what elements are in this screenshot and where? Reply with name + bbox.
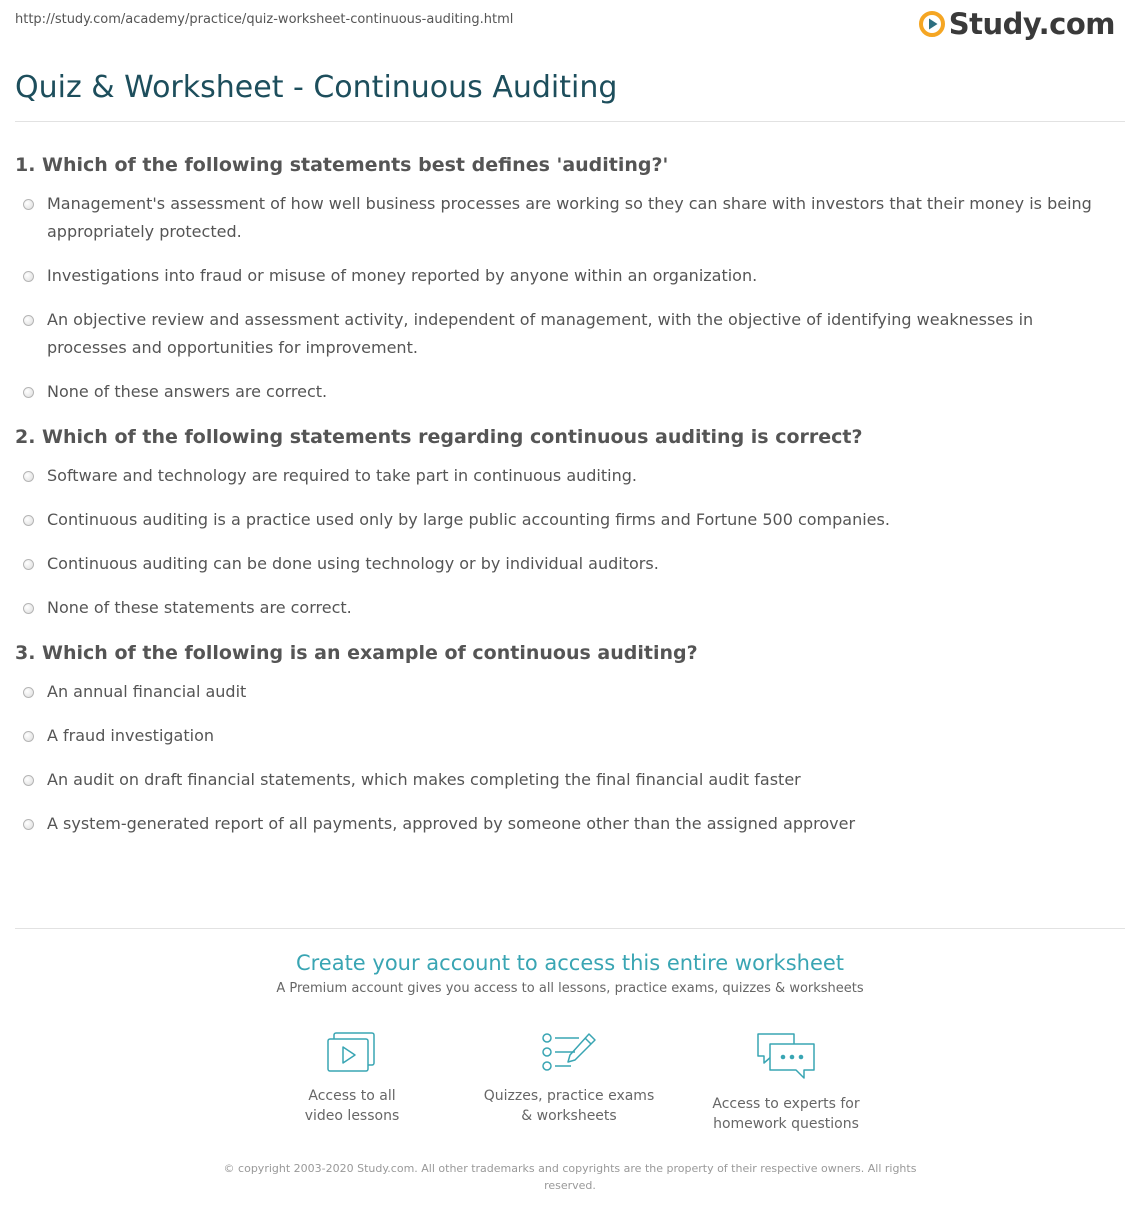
feature-experts xyxy=(686,1030,886,1134)
feature-label: Quizzes, practice exams & worksheets xyxy=(483,1088,655,1124)
cta-divider xyxy=(15,928,1125,929)
cta-link[interactable]: Create your account to access this entire worksheet xyxy=(295,951,845,975)
title-divider xyxy=(15,121,1125,122)
answer-text: Continuous auditing can be done using technology or by individual auditors. xyxy=(47,554,659,573)
quiz-checklist-icon xyxy=(541,1030,597,1076)
answer-text: An audit on draft financial statements, which makes completing the final financial audit faster xyxy=(47,770,801,789)
answer-text: Management's assessment of how well business processes are working so they can share with investors that their money is being appropriately protected. xyxy=(47,194,1092,241)
radio-icon[interactable] xyxy=(23,471,34,482)
radio-icon[interactable] xyxy=(23,687,34,698)
answer-option[interactable] xyxy=(15,810,1095,838)
radio-icon[interactable] xyxy=(23,819,34,830)
answer-option[interactable] xyxy=(15,766,1095,794)
answer-text: Investigations into fraud or misuse of money reported by anyone within an organization. xyxy=(47,266,758,285)
radio-icon[interactable] xyxy=(23,315,34,326)
answer-option[interactable] xyxy=(15,378,1095,406)
question-2 xyxy=(15,422,1095,622)
study-logo[interactable] xyxy=(919,7,1115,41)
feature-quizzes xyxy=(469,1030,669,1126)
question-3 xyxy=(15,638,1095,838)
top-bar xyxy=(0,0,1140,52)
page-title: Quiz & Worksheet - Continuous Auditing xyxy=(15,70,618,105)
radio-icon[interactable] xyxy=(23,271,34,282)
answer-text: An objective review and assessment activity, independent of management, with the objective of identifying weaknesses in processes and opportunities for improvement. xyxy=(47,310,1034,357)
answer-text: A system-generated report of all payments, approved by someone other than the assigned approver xyxy=(47,814,856,833)
answer-text: Software and technology are required to take part in continuous auditing. xyxy=(47,466,637,485)
question-text: 3. Which of the following is an example of continuous auditing? xyxy=(15,642,698,664)
answer-option[interactable] xyxy=(15,722,1095,750)
feature-label: Access to all video lessons xyxy=(304,1088,400,1124)
radio-icon[interactable] xyxy=(23,603,34,614)
question-text: 1. Which of the following statements best defines 'auditing?' xyxy=(15,154,669,176)
answer-option[interactable] xyxy=(15,550,1095,578)
page-url: http://study.com/academy/practice/quiz-worksheet-continuous-auditing.html xyxy=(15,12,514,27)
answer-option[interactable] xyxy=(15,678,1095,706)
radio-icon[interactable] xyxy=(23,775,34,786)
quiz-questions xyxy=(15,150,1095,854)
answer-text: An annual financial audit xyxy=(47,682,247,701)
answer-option[interactable] xyxy=(15,190,1095,246)
answer-option[interactable] xyxy=(15,306,1095,362)
feature-label: Access to experts for homework questions xyxy=(712,1096,860,1132)
radio-icon[interactable] xyxy=(23,515,34,526)
answer-option[interactable] xyxy=(15,506,1095,534)
chat-bubbles-icon xyxy=(754,1030,818,1084)
question-1 xyxy=(15,150,1095,406)
radio-icon[interactable] xyxy=(23,731,34,742)
radio-icon[interactable] xyxy=(23,199,34,210)
cta-subtitle: A Premium account gives you access to all lessons, practice exams, quizzes & worksheets xyxy=(276,981,864,996)
answer-text: A fraud investigation xyxy=(47,726,214,745)
feature-video-lessons xyxy=(252,1030,452,1126)
answer-option[interactable] xyxy=(15,262,1095,290)
radio-icon[interactable] xyxy=(23,559,34,570)
radio-icon[interactable] xyxy=(23,387,34,398)
answer-option[interactable] xyxy=(15,462,1095,490)
play-logo-icon xyxy=(919,11,945,37)
answer-text: Continuous auditing is a practice used only by large public accounting firms and Fortune 500 companies. xyxy=(47,510,890,529)
video-lessons-icon xyxy=(325,1030,379,1076)
answer-text: None of these answers are correct. xyxy=(47,382,328,401)
logo-text: Study.com xyxy=(948,7,1115,41)
answer-text: None of these statements are correct. xyxy=(47,598,352,617)
copyright-notice: © copyright 2003-2020 Study.com. All other trademarks and copyrights are the property of their respective owners. All rights reserved. xyxy=(223,1162,917,1192)
question-text: 2. Which of the following statements regarding continuous auditing is correct? xyxy=(15,426,863,448)
answer-option[interactable] xyxy=(15,594,1095,622)
